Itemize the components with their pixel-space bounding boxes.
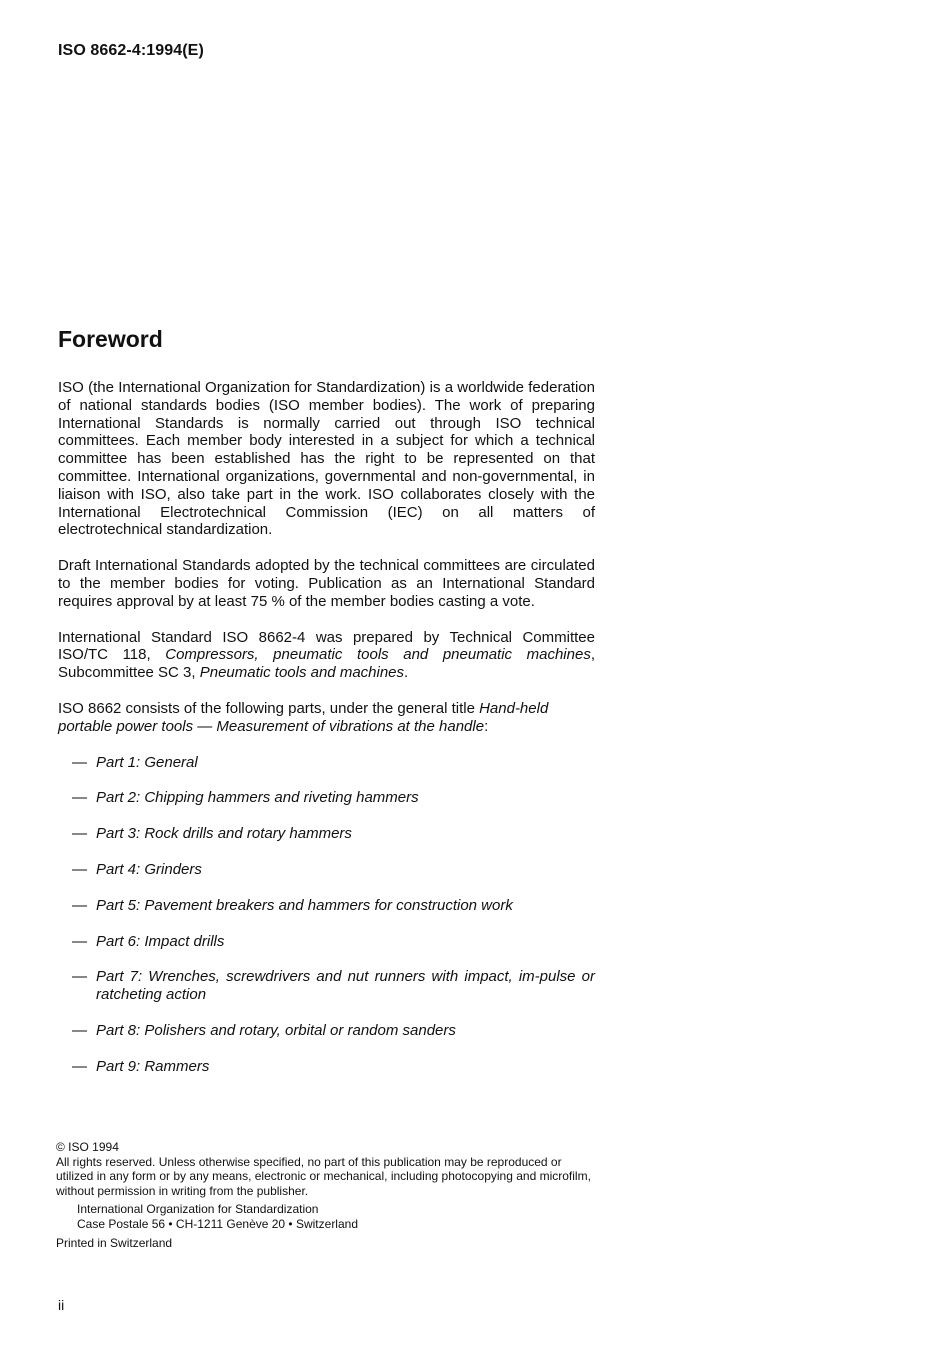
list-item [58, 968, 595, 1004]
part-title: Part 7: Wrenches, screwdrivers and nut runners with impact, im-pulse or ratcheting action [96, 968, 595, 1004]
foreword-paragraph-4 [58, 700, 595, 736]
list-dash: — [72, 896, 87, 914]
list-dash: — [72, 753, 87, 771]
list-dash: — [72, 789, 87, 807]
list-item [58, 1022, 595, 1040]
publisher-address [56, 1202, 596, 1231]
foreword-paragraph-1: ISO (the International Organization for Standardization) is a worldwide federation of national standards bodies (ISO member bodies). The work of preparing International Standards is normally carried out through ISO technical committees. Each member body interested in a subject for which a technical committee has been established has the right to be represented on that committee. International organizations, governmental and non-governmental, in liaison with ISO, also take part in the work. ISO collaborates closely with the International Electrotechnical Commission (IEC) on all matters of electrotechnical standardization. [58, 379, 595, 539]
list-item [58, 789, 595, 807]
list-item [58, 754, 595, 772]
part-title: Part 3: Rock drills and rotary hammers [96, 825, 352, 843]
paragraph-text: International Standard ISO 8662-4 was prepared by Technical Committee ISO/TC 118, [58, 628, 595, 664]
list-item [58, 825, 595, 843]
foreword-body [58, 379, 595, 1094]
parts-list [58, 754, 595, 1076]
list-item [58, 933, 595, 951]
part-title: Part 8: Polishers and rotary, orbital or random sanders [96, 1021, 456, 1039]
part-title: Part 2: Chipping hammers and riveting hammers [96, 789, 419, 807]
foreword-paragraph-3 [58, 629, 595, 682]
copyright-notice [56, 1140, 596, 1250]
paragraph-text: . [404, 664, 409, 682]
publisher-postal: Case Postale 56 • CH-1211 Genève 20 • Switzerland [77, 1216, 358, 1231]
section-title: Foreword [58, 326, 163, 352]
list-dash: — [72, 860, 87, 878]
subcommittee-title: Pneumatic tools and machines [199, 664, 405, 682]
list-dash: — [72, 825, 87, 843]
part-title: Part 9: Rammers [96, 1057, 210, 1075]
foreword-paragraph-2: Draft International Standards adopted by the technical committees are circulated to the member bodies for voting. Publication as an International Standard requires approval by at least 75 % of the member bodies casting a vote. [58, 557, 595, 610]
document-identifier: ISO 8662-4:1994(E) [58, 42, 204, 59]
publisher-name: International Organization for Standardization [77, 1202, 319, 1217]
paragraph-text: , Subcommittee SC 3, [58, 646, 595, 682]
part-title: Part 4: Grinders [96, 860, 202, 878]
list-item [58, 1058, 595, 1076]
printed-location: Printed in Switzerland [56, 1235, 173, 1250]
list-dash: — [72, 968, 87, 986]
part-title: Part 6: Impact drills [96, 932, 225, 950]
part-title: Part 1: General [96, 753, 198, 771]
general-title: Hand-held portable power tools — Measurement of vibrations at the handle [58, 699, 549, 735]
committee-title: Compressors, pneumatic tools and pneumatic machines [165, 646, 591, 664]
paragraph-text: : [484, 717, 489, 735]
page-number: ii [58, 1297, 65, 1313]
list-item [58, 897, 595, 915]
rights-statement: All rights reserved. Unless otherwise specified, no part of this publication may be reproduced or utilized in any form or by any means, electronic or mechanical, including photocopying and microfilm, without permission in writing from the publisher. [56, 1154, 591, 1198]
list-dash: — [72, 932, 87, 950]
part-title: Part 5: Pavement breakers and hammers for construction work [96, 896, 513, 914]
paragraph-text: ISO 8662 consists of the following parts, under the general title [58, 699, 480, 717]
copyright-line: © ISO 1994 [56, 1140, 119, 1154]
list-dash: — [72, 1057, 87, 1075]
list-dash: — [72, 1021, 87, 1039]
list-item [58, 861, 595, 879]
